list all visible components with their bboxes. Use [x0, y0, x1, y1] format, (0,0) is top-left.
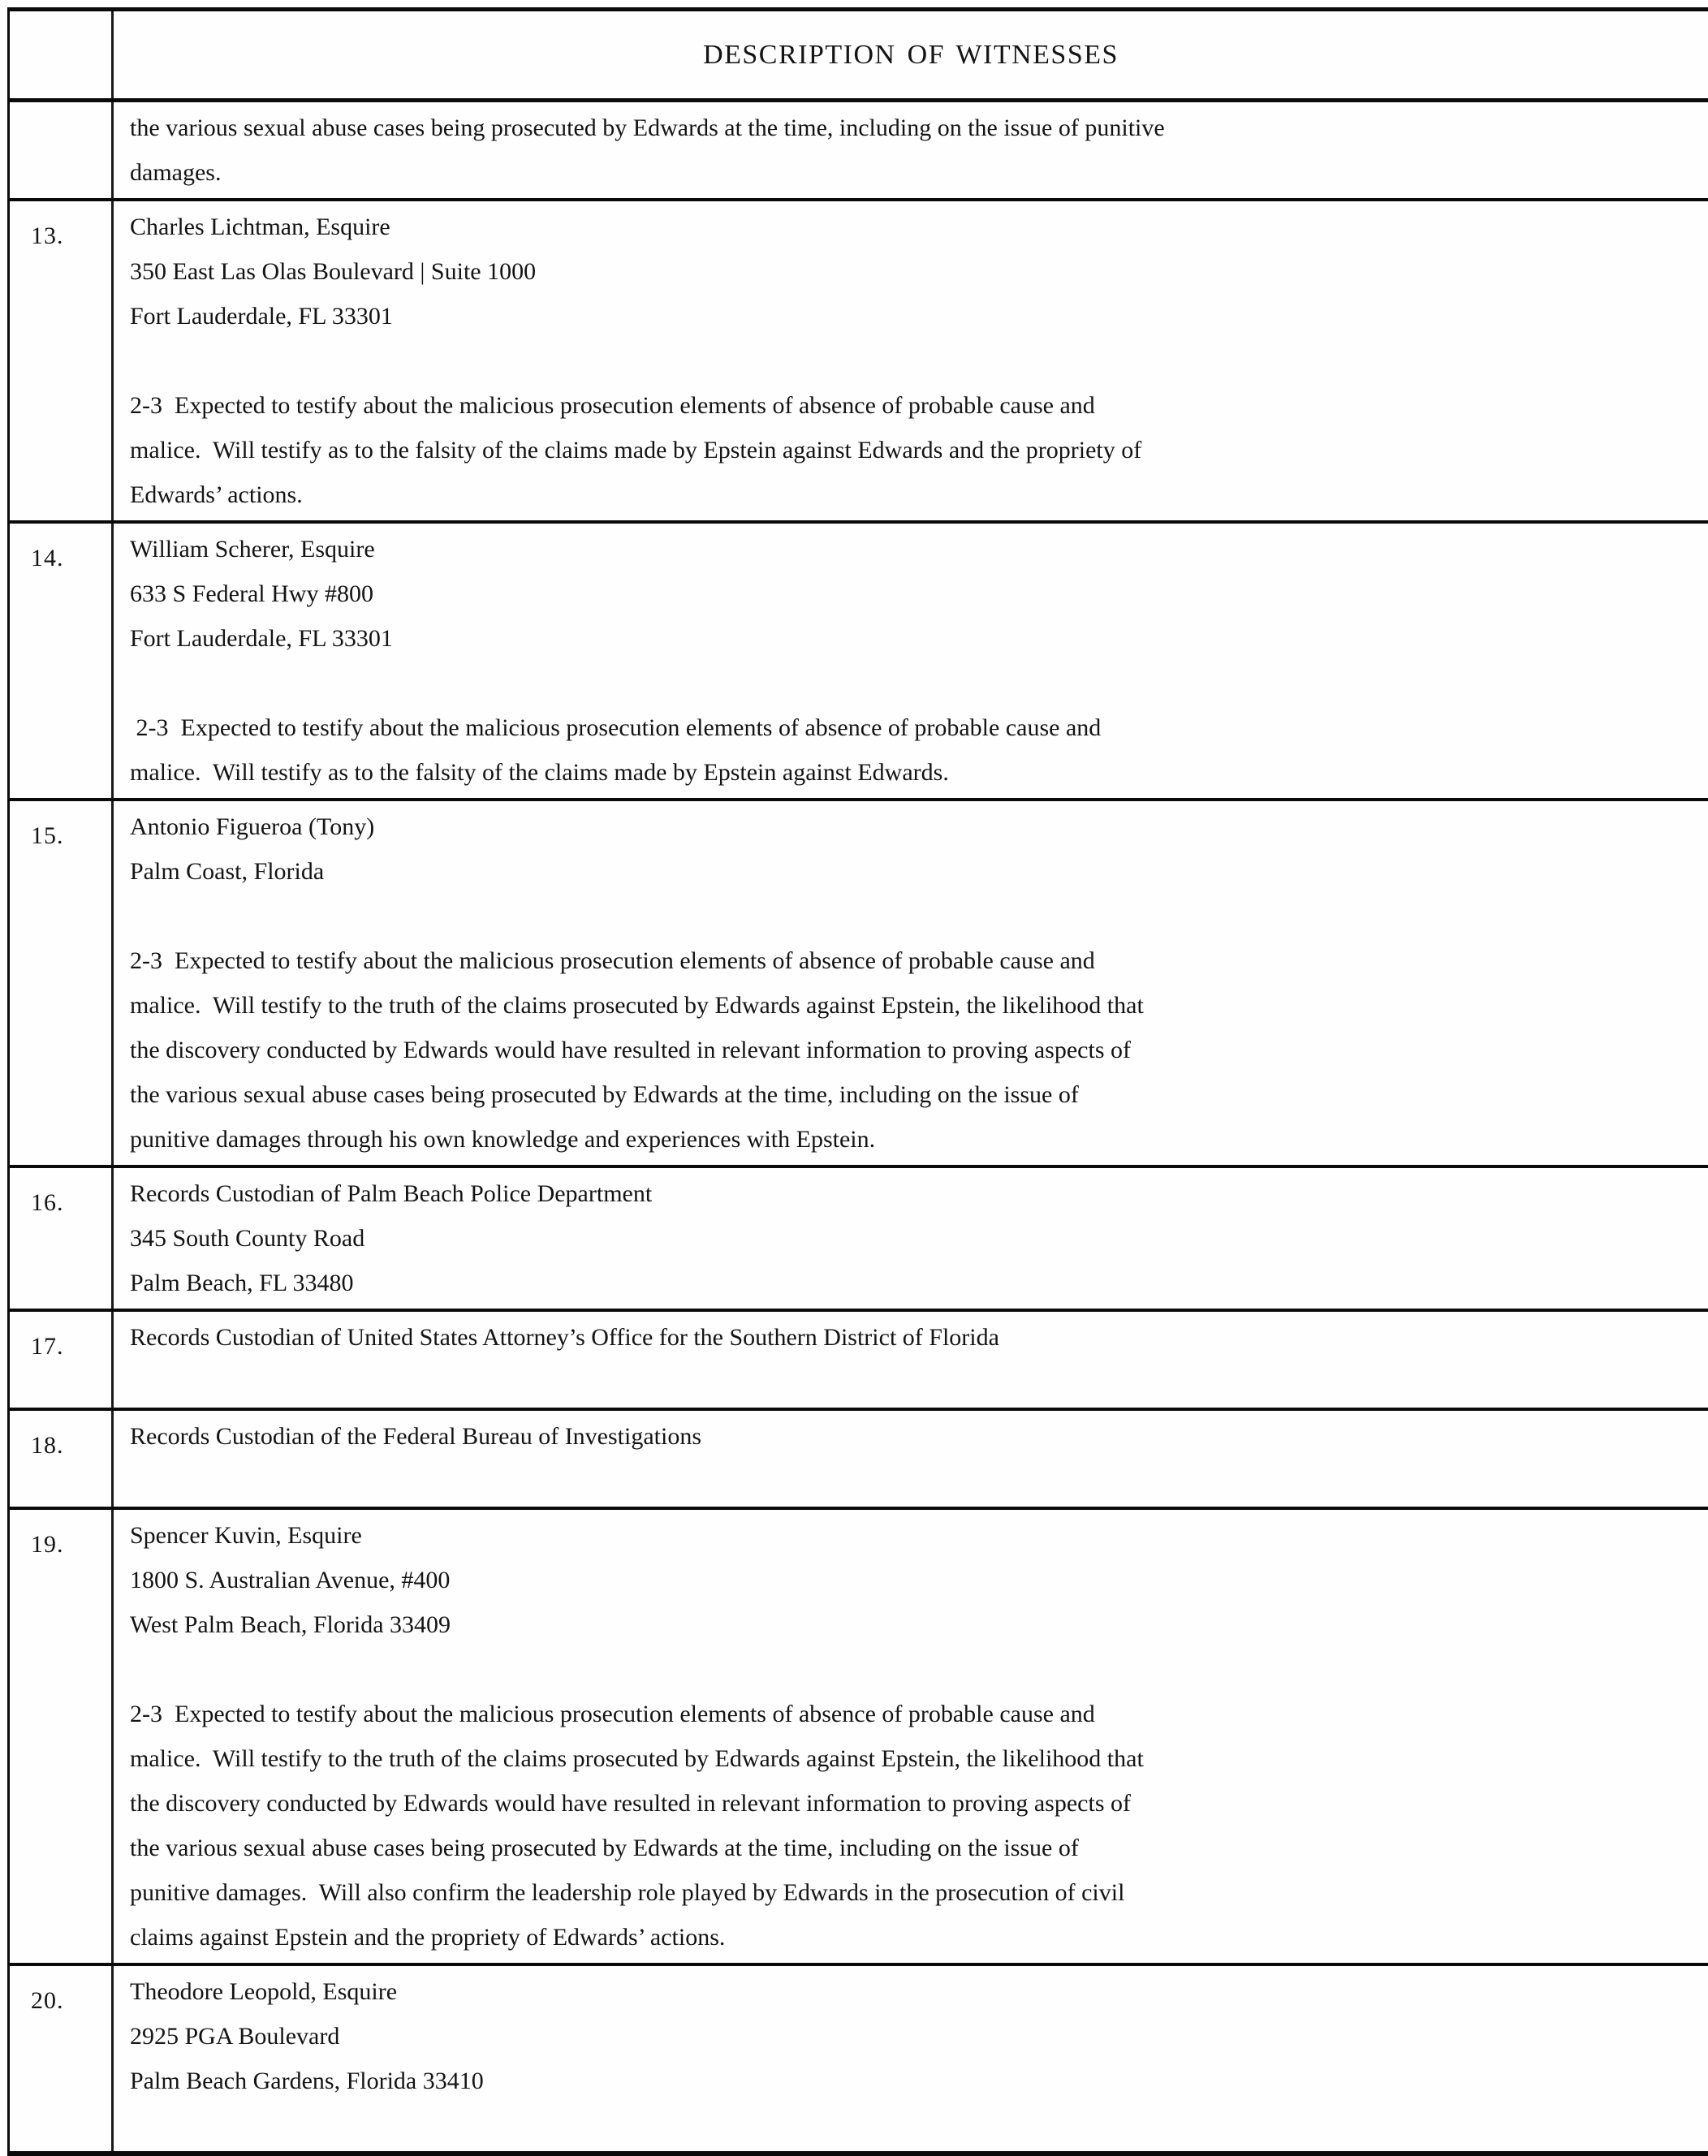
description-line: malice. Will testify to the truth of the claims prosecuted by Edwards against Epstein, the likelihood that [130, 992, 1144, 1019]
row-description [114, 524, 1708, 798]
row-number: 18. [10, 1411, 114, 1507]
header-title-cell [114, 11, 1708, 98]
description-line: 345 South County Road [130, 1225, 365, 1252]
row-description [114, 102, 1708, 198]
description-line: claims against Epstein and the propriety of Edwards’ actions. [130, 1924, 726, 1951]
description-line: Spencer Kuvin, Esquire [130, 1522, 362, 1549]
description-line: punitive damages through his own knowledge and experiences with Epstein. [130, 1126, 876, 1153]
description-line: 1800 S. Australian Avenue, #400 [130, 1567, 451, 1593]
description-line: malice. Will testify to the truth of the claims prosecuted by Edwards against Epstein, the likelihood that [130, 1745, 1144, 1772]
table-row [10, 102, 1708, 201]
table-row [10, 1411, 1708, 1510]
table-body [10, 102, 1708, 2151]
description-line: damages. [130, 159, 222, 186]
row-description [114, 801, 1708, 1165]
description-line: malice. Will testify as to the falsity of the claims made by Epstein against Edwards and the propriety of [130, 437, 1142, 464]
table-row [10, 801, 1708, 1168]
description-line: Records Custodian of the Federal Bureau of Investigations [130, 1423, 702, 1450]
description-line: Palm Beach, FL 33480 [130, 1270, 354, 1296]
row-number: 15. [10, 801, 114, 1165]
row-description [114, 1411, 1708, 1507]
description-line: the discovery conducted by Edwards would have resulted in relevant information to proving aspects of [130, 1037, 1131, 1063]
table-row [10, 524, 1708, 801]
description-line: Edwards’ actions. [130, 481, 303, 508]
table-row [10, 1510, 1708, 1966]
blank-line [130, 1459, 1702, 1503]
description-line: Palm Coast, Florida [130, 858, 325, 885]
description-line: Antonio Figueroa (Tony) [130, 813, 375, 840]
row-number: 13. [10, 201, 114, 520]
table-row [10, 201, 1708, 524]
blank-line [130, 661, 1702, 705]
description-line: Theodore Leopold, Esquire [130, 1978, 398, 2005]
description-line: Records Custodian of Palm Beach Police Department [130, 1180, 653, 1207]
header-number-cell [10, 11, 114, 98]
row-number [10, 102, 114, 198]
row-description [114, 201, 1708, 520]
row-number: 17. [10, 1312, 114, 1408]
row-description [114, 1510, 1708, 1963]
blank-line [130, 2103, 1702, 2148]
blank-line [130, 894, 1702, 938]
description-line: William Scherer, Esquire [130, 536, 375, 563]
row-description [114, 1312, 1708, 1408]
description-line: 350 East Las Olas Boulevard | Suite 1000 [130, 258, 537, 285]
table-header-row [10, 11, 1708, 102]
blank-line [130, 338, 1702, 383]
description-line: West Palm Beach, Florida 33409 [130, 1611, 451, 1638]
row-number: 16. [10, 1168, 114, 1309]
description-line: 2-3 Expected to testify about the malicious prosecution elements of absence of probable cause and [130, 1701, 1095, 1727]
description-line: 2-3 Expected to testify about the malicious prosecution elements of absence of probable cause and [130, 714, 1102, 741]
description-line: malice. Will testify as to the falsity of the claims made by Epstein against Edwards. [130, 759, 949, 786]
description-line: Palm Beach Gardens, Florida 33410 [130, 2068, 484, 2094]
witness-table [7, 7, 1708, 2156]
description-line: 2-3 Expected to testify about the malicious prosecution elements of absence of probable cause and [130, 947, 1095, 974]
blank-line [130, 1360, 1702, 1404]
description-line: 2-3 Expected to testify about the malicious prosecution elements of absence of probable cause and [130, 392, 1095, 419]
description-line: the various sexual abuse cases being prosecuted by Edwards at the time, including on the issue of [130, 1081, 1079, 1108]
row-number: 20. [10, 1966, 114, 2151]
row-description [114, 1168, 1708, 1309]
description-line: Fort Lauderdale, FL 33301 [130, 625, 393, 652]
description-line: the discovery conducted by Edwards would have resulted in relevant information to proving aspects of [130, 1790, 1131, 1817]
row-number: 19. [10, 1510, 114, 1963]
description-line: Fort Lauderdale, FL 33301 [130, 303, 393, 330]
table-row [10, 1312, 1708, 1411]
table-row [10, 1966, 1708, 2151]
description-line: the various sexual abuse cases being prosecuted by Edwards at the time, including on the issue of punitive [130, 114, 1165, 141]
table-title: DESCRIPTION OF WITNESSES [703, 40, 1119, 70]
description-line: 2925 PGA Boulevard [130, 2023, 340, 2050]
row-description [114, 1966, 1708, 2151]
row-number: 14. [10, 524, 114, 798]
description-line: the various sexual abuse cases being prosecuted by Edwards at the time, including on the issue of [130, 1835, 1079, 1861]
blank-line [130, 1647, 1702, 1692]
table-row [10, 1168, 1708, 1312]
description-line: Charles Lichtman, Esquire [130, 213, 390, 240]
description-line: 633 S Federal Hwy #800 [130, 580, 373, 607]
description-line: Records Custodian of United States Attorney’s Office for the Southern District of Florida [130, 1324, 999, 1351]
description-line: punitive damages. Will also confirm the leadership role played by Edwards in the prosecution of civil [130, 1879, 1125, 1906]
